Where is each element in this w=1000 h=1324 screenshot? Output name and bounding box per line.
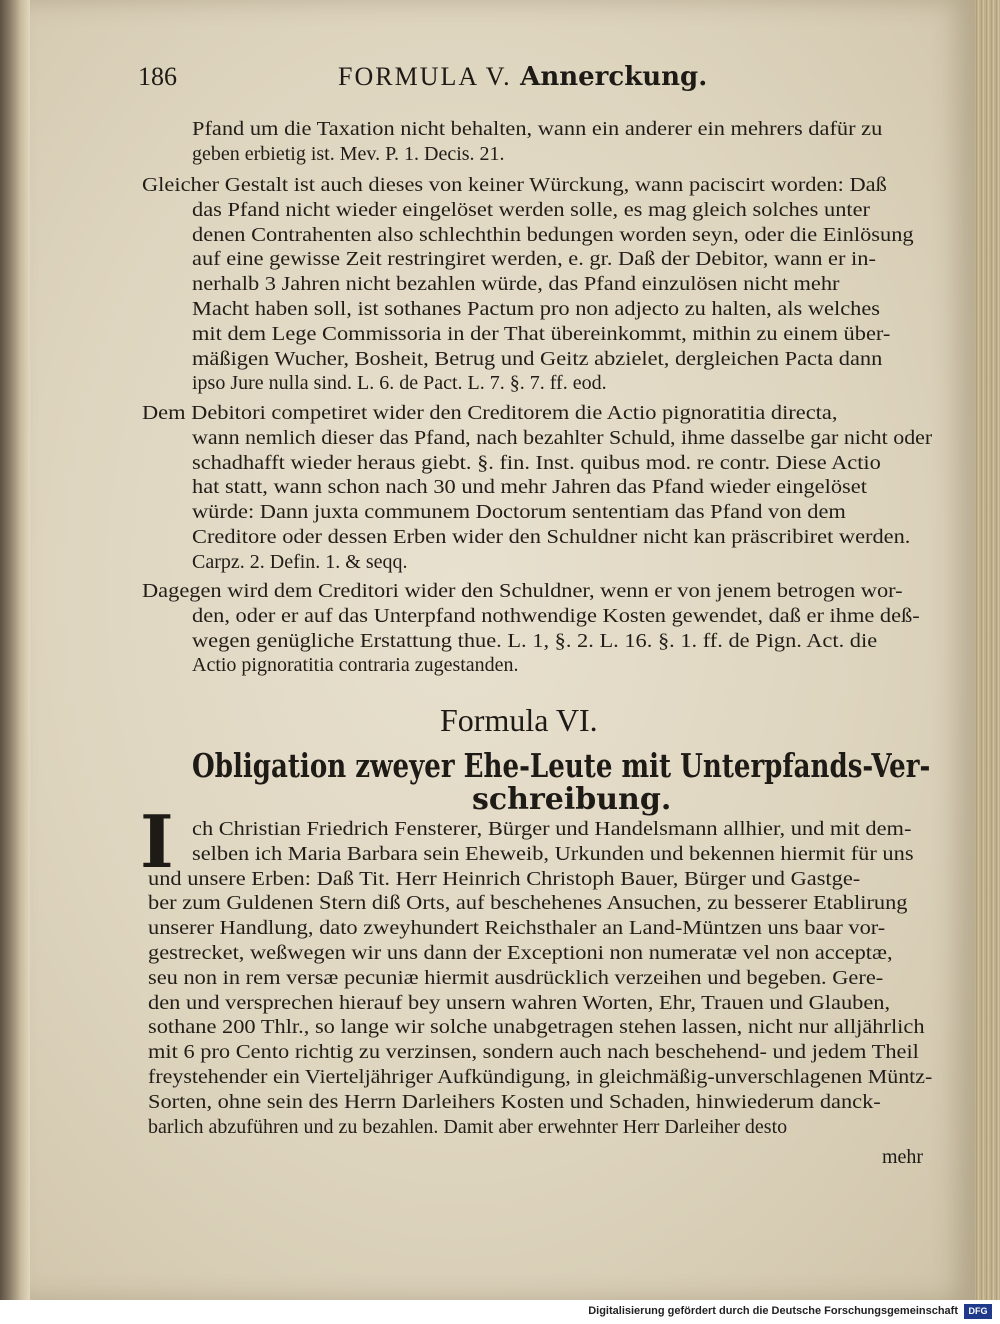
- text-line: und unsere Erben: Daß Tit. Herr Heinrich Christoph Bauer, Bürger und Gastge-: [148, 867, 861, 890]
- text-line: wann nemlich dieser das Pfand, nach bezahlter Schuld, ihme dasselbe gar nicht oder: [192, 426, 933, 449]
- page-number: 186: [138, 62, 177, 91]
- text-line: unserer Handlung, dato zweyhundert Reichsthaler an Land-Müntzen uns baar vor-: [148, 917, 886, 940]
- running-head: [338, 62, 707, 92]
- text-line: mit dem Lege Commissoria in der That übereinkommt, mithin zu einem über-: [192, 322, 891, 345]
- text-line: nerhalb 3 Jahren nicht bezahlen würde, das Pfand einzulösen nicht mehr: [192, 273, 840, 296]
- text-line: barlich abzuführen und zu bezahlen. Damit aber erwehnter Herr Darleiher desto: [148, 1115, 788, 1138]
- text-line: ipso Jure nulla sind. L. 6. de Pact. L. 7. §. 7. ff. eod.: [192, 372, 607, 395]
- text-line: auf eine gewisse Zeit restringiret werden, e. gr. Daß der Debitor, wann er in-: [192, 248, 876, 271]
- text-line: ber zum Guldenen Stern diß Orts, auf beschehenes Ansuchen, zu besserer Etablirung: [148, 892, 908, 915]
- running-head-subtitle: Annerckung.: [520, 62, 708, 92]
- footer-bar: [0, 1300, 1000, 1324]
- text-line: Sorten, ohne sein des Herrn Darleihers Kosten und Schaden, hinwiederum danck-: [148, 1090, 881, 1113]
- text-line: das Pfand nicht wieder eingelöset werden solle, es mag gleich solches unter: [192, 198, 871, 221]
- text-line: sothane 200 Thlr., so lange wir solche unabgetragen stehen lassen, nicht nur alljährlich: [148, 1016, 925, 1039]
- text-line: Gleicher Gestalt ist auch dieses von keiner Würckung, wann paciscirt worden: Daß: [142, 174, 887, 196]
- text-line: Creditore oder dessen Erben wider den Schuldner nicht kan präscribiret werden.: [192, 526, 911, 548]
- text-line: mit 6 pro Cento richtig zu verzinsen, sondern auch nach beschehend- und jedem Theil: [148, 1041, 919, 1064]
- book-spine: [0, 0, 30, 1300]
- dfg-logo: DFG: [964, 1304, 992, 1319]
- text-line: Dagegen wird dem Creditori wider den Schuldner, wenn er von jenem betrogen wor-: [142, 580, 903, 602]
- formula-title: Formula VI.: [440, 702, 598, 738]
- text-line: Pfand um die Taxation nicht behalten, wann ein anderer ein mehrers dafür zu: [192, 118, 883, 140]
- section-heading-line-1: Obligation zweyer Ehe-Leute mit Unterpfands-Ver-: [192, 746, 931, 785]
- text-line: wegen genügliche Erstattung thue. L. 1, §. 2. L. 16. §. 1. ff. de Pign. Act. die: [192, 629, 878, 652]
- text-line: den, oder er auf das Unterpfand nothwendige Kosten gewendet, daß er ihme deß-: [192, 604, 920, 627]
- catchword: mehr: [882, 1146, 924, 1168]
- section-heading-line-2: schreibung.: [472, 782, 672, 817]
- text-line: Carpz. 2. Defin. 1. & seqq.: [192, 550, 408, 573]
- text-line: ch Christian Friedrich Fensterer, Bürger und Handelsmann allhier, und mit dem-: [192, 818, 912, 840]
- text-line: hat statt, wann schon nach 30 und mehr Jahren das Pfand wieder eingelöset: [192, 476, 867, 499]
- text-line: mäßigen Wucher, Bosheit, Betrug und Geitz abzielet, dergleichen Pacta dann: [192, 347, 883, 370]
- text-line: seu non in rem versæ pecuniæ hiermit ausdrücklich verzeihen und begeben. Gere-: [148, 966, 884, 989]
- text-line: schadhafft wieder heraus giebt. §. fin. Inst. quibus mod. re contr. Diese Actio: [192, 451, 881, 474]
- text-line: gestrecket, weßwegen wir uns dann der Exceptioni non numeratæ vel non acceptæ,: [148, 942, 893, 964]
- running-head-title: FORMULA V.: [338, 62, 512, 91]
- text-line: den und versprechen hierauf bey unsern wahren Worten, Ehr, Trauen und Glauben,: [148, 991, 891, 1014]
- text-line: Actio pignoratitia contraria zugestanden.: [192, 654, 519, 677]
- text-line: denen Contrahenten also schlechthin bedungen worden seyn, oder die Einlösung: [192, 223, 914, 246]
- text-line: geben erbietig ist. Mev. P. 1. Decis. 21.: [192, 142, 505, 165]
- footer-credit: Digitalisierung gefördert durch die Deutsche Forschungsgemeinschaft: [588, 1305, 958, 1317]
- drop-cap-initial: I: [140, 799, 174, 884]
- text-line: selben ich Maria Barbara sein Eheweib, Urkunden und bekennen hiermit für uns: [192, 842, 914, 865]
- page-edges: [975, 0, 1000, 1300]
- text-line: würde: Dann juxta communem Doctorum sententiam das Pfand von dem: [192, 501, 846, 524]
- text-line: Macht haben soll, ist sothanes Pactum pro non adjecto zu halten, als welches: [192, 298, 881, 320]
- text-line: Dem Debitori competiret wider den Creditorem die Actio pignoratitia directa,: [142, 402, 838, 424]
- text-line: freystehender ein Vierteljähriger Aufkündigung, in gleichmäßig-unverschlagenen Müntz-: [148, 1066, 933, 1088]
